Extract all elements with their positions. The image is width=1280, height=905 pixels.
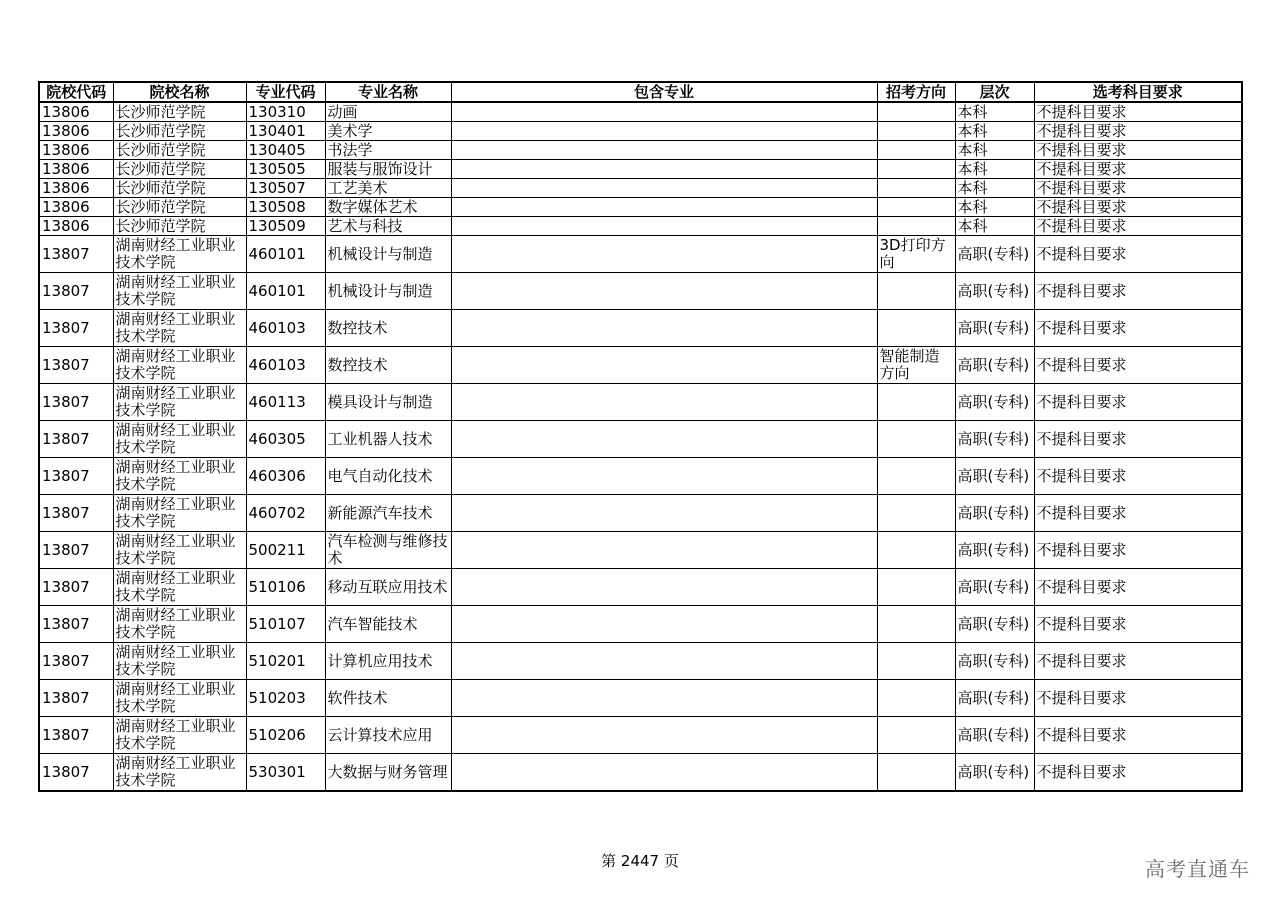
table-row: [39, 384, 1242, 421]
cell-school-code: 13807: [39, 495, 113, 532]
cell-school-name: 湖南财经工业职业技术学院: [113, 569, 246, 606]
cell-school-name: 湖南财经工业职业技术学院: [113, 421, 246, 458]
cell-major-name: 美术学: [325, 122, 451, 141]
cell-level: 本科: [955, 198, 1034, 217]
cell-school-name: 长沙师范学院: [113, 102, 246, 122]
cell-level: 本科: [955, 102, 1034, 122]
cell-included-majors: [451, 273, 877, 310]
cell-included-majors: [451, 160, 877, 179]
cell-subject-requirement: 不提科目要求: [1034, 569, 1242, 606]
cell-admission-direction: [877, 680, 955, 717]
cell-major-name: 数控技术: [325, 347, 451, 384]
cell-admission-direction: [877, 754, 955, 792]
cell-major-code: 510106: [246, 569, 325, 606]
cell-subject-requirement: 不提科目要求: [1034, 198, 1242, 217]
cell-included-majors: [451, 384, 877, 421]
cell-included-majors: [451, 532, 877, 569]
cell-level: 高职(专科): [955, 384, 1034, 421]
cell-included-majors: [451, 102, 877, 122]
cell-school-name: 湖南财经工业职业技术学院: [113, 495, 246, 532]
cell-school-code: 13807: [39, 569, 113, 606]
cell-included-majors: [451, 141, 877, 160]
cell-major-name: 软件技术: [325, 680, 451, 717]
cell-level: 高职(专科): [955, 680, 1034, 717]
cell-admission-direction: [877, 717, 955, 754]
cell-school-code: 13807: [39, 532, 113, 569]
table-row: [39, 217, 1242, 236]
cell-school-name: 湖南财经工业职业技术学院: [113, 273, 246, 310]
cell-major-code: 130405: [246, 141, 325, 160]
cell-included-majors: [451, 310, 877, 347]
cell-school-code: 13807: [39, 717, 113, 754]
cell-subject-requirement: 不提科目要求: [1034, 495, 1242, 532]
cell-school-code: 13806: [39, 198, 113, 217]
cell-subject-requirement: 不提科目要求: [1034, 643, 1242, 680]
cell-major-code: 460101: [246, 236, 325, 273]
cell-subject-requirement: 不提科目要求: [1034, 680, 1242, 717]
cell-level: 高职(专科): [955, 643, 1034, 680]
cell-level: 高职(专科): [955, 495, 1034, 532]
watermark-text: 高考直通车: [1145, 857, 1250, 881]
cell-major-code: 130310: [246, 102, 325, 122]
cell-major-name: 模具设计与制造: [325, 384, 451, 421]
page-number: 第 2447 页: [601, 852, 679, 870]
table-row: [39, 122, 1242, 141]
cell-admission-direction: [877, 532, 955, 569]
cell-school-name: 长沙师范学院: [113, 122, 246, 141]
cell-admission-direction: [877, 421, 955, 458]
table-row: [39, 421, 1242, 458]
cell-admission-direction: 智能制造方向: [877, 347, 955, 384]
cell-admission-direction: [877, 198, 955, 217]
cell-school-name: 长沙师范学院: [113, 179, 246, 198]
cell-school-name: 长沙师范学院: [113, 198, 246, 217]
cell-admission-direction: [877, 606, 955, 643]
cell-school-code: 13807: [39, 680, 113, 717]
table-row: [39, 458, 1242, 495]
table-row: [39, 347, 1242, 384]
cell-level: 高职(专科): [955, 310, 1034, 347]
cell-subject-requirement: 不提科目要求: [1034, 347, 1242, 384]
table-row: [39, 680, 1242, 717]
cell-major-code: 460103: [246, 310, 325, 347]
header-subject-requirement: 选考科目要求: [1034, 82, 1242, 102]
cell-admission-direction: [877, 179, 955, 198]
cell-level: 高职(专科): [955, 347, 1034, 384]
cell-major-code: 530301: [246, 754, 325, 792]
cell-major-name: 机械设计与制造: [325, 236, 451, 273]
cell-major-code: 130509: [246, 217, 325, 236]
cell-school-name: 湖南财经工业职业技术学院: [113, 532, 246, 569]
cell-school-code: 13806: [39, 217, 113, 236]
cell-admission-direction: [877, 310, 955, 347]
cell-school-code: 13807: [39, 273, 113, 310]
table-header-row: [39, 82, 1242, 102]
table-row: [39, 495, 1242, 532]
table-row: [39, 717, 1242, 754]
table-row: [39, 198, 1242, 217]
cell-school-name: 湖南财经工业职业技术学院: [113, 310, 246, 347]
table-row: [39, 141, 1242, 160]
cell-level: 高职(专科): [955, 236, 1034, 273]
cell-level: 本科: [955, 179, 1034, 198]
cell-included-majors: [451, 198, 877, 217]
cell-school-name: 湖南财经工业职业技术学院: [113, 347, 246, 384]
cell-included-majors: [451, 754, 877, 792]
cell-admission-direction: [877, 160, 955, 179]
cell-major-code: 130505: [246, 160, 325, 179]
cell-major-code: 460305: [246, 421, 325, 458]
cell-major-name: 汽车检测与维修技术: [325, 532, 451, 569]
cell-admission-direction: [877, 102, 955, 122]
cell-major-name: 汽车智能技术: [325, 606, 451, 643]
cell-level: 本科: [955, 217, 1034, 236]
cell-school-code: 13807: [39, 643, 113, 680]
cell-admission-direction: [877, 217, 955, 236]
cell-major-name: 服装与服饰设计: [325, 160, 451, 179]
cell-school-code: 13807: [39, 754, 113, 792]
cell-level: 本科: [955, 160, 1034, 179]
cell-school-code: 13807: [39, 421, 113, 458]
cell-included-majors: [451, 236, 877, 273]
cell-major-code: 510203: [246, 680, 325, 717]
cell-included-majors: [451, 643, 877, 680]
cell-major-name: 工业机器人技术: [325, 421, 451, 458]
table-row: [39, 179, 1242, 198]
table-row: [39, 569, 1242, 606]
cell-level: 本科: [955, 122, 1034, 141]
cell-included-majors: [451, 217, 877, 236]
cell-subject-requirement: 不提科目要求: [1034, 102, 1242, 122]
cell-major-code: 500211: [246, 532, 325, 569]
cell-included-majors: [451, 606, 877, 643]
cell-subject-requirement: 不提科目要求: [1034, 160, 1242, 179]
cell-level: 高职(专科): [955, 754, 1034, 792]
header-school-name: 院校名称: [113, 82, 246, 102]
cell-school-code: 13807: [39, 236, 113, 273]
cell-subject-requirement: 不提科目要求: [1034, 458, 1242, 495]
table-row: [39, 310, 1242, 347]
cell-subject-requirement: 不提科目要求: [1034, 217, 1242, 236]
cell-school-name: 湖南财经工业职业技术学院: [113, 384, 246, 421]
cell-level: 高职(专科): [955, 458, 1034, 495]
cell-level: 高职(专科): [955, 606, 1034, 643]
cell-subject-requirement: 不提科目要求: [1034, 384, 1242, 421]
cell-school-name: 湖南财经工业职业技术学院: [113, 754, 246, 792]
cell-level: 高职(专科): [955, 273, 1034, 310]
cell-school-code: 13806: [39, 122, 113, 141]
cell-school-name: 湖南财经工业职业技术学院: [113, 643, 246, 680]
header-major-code: 专业代码: [246, 82, 325, 102]
cell-school-name: 湖南财经工业职业技术学院: [113, 458, 246, 495]
cell-level: 高职(专科): [955, 532, 1034, 569]
table-body: [39, 102, 1242, 791]
cell-major-name: 云计算技术应用: [325, 717, 451, 754]
cell-school-name: 长沙师范学院: [113, 217, 246, 236]
cell-major-name: 工艺美术: [325, 179, 451, 198]
cell-school-name: 湖南财经工业职业技术学院: [113, 606, 246, 643]
cell-major-code: 510107: [246, 606, 325, 643]
cell-included-majors: [451, 717, 877, 754]
cell-included-majors: [451, 495, 877, 532]
header-level: 层次: [955, 82, 1034, 102]
cell-major-name: 艺术与科技: [325, 217, 451, 236]
cell-school-name: 长沙师范学院: [113, 160, 246, 179]
cell-major-name: 书法学: [325, 141, 451, 160]
cell-major-name: 机械设计与制造: [325, 273, 451, 310]
cell-subject-requirement: 不提科目要求: [1034, 179, 1242, 198]
admissions-table-container: [38, 81, 1241, 792]
table-row: [39, 102, 1242, 122]
header-school-code: 院校代码: [39, 82, 113, 102]
cell-major-name: 数字媒体艺术: [325, 198, 451, 217]
cell-school-code: 13807: [39, 458, 113, 495]
cell-included-majors: [451, 458, 877, 495]
cell-admission-direction: 3D打印方向: [877, 236, 955, 273]
table-row: [39, 643, 1242, 680]
cell-included-majors: [451, 179, 877, 198]
cell-major-name: 数控技术: [325, 310, 451, 347]
cell-admission-direction: [877, 569, 955, 606]
cell-school-name: 湖南财经工业职业技术学院: [113, 680, 246, 717]
cell-major-code: 460702: [246, 495, 325, 532]
cell-subject-requirement: 不提科目要求: [1034, 532, 1242, 569]
cell-major-code: 460103: [246, 347, 325, 384]
table-row: [39, 236, 1242, 273]
cell-included-majors: [451, 122, 877, 141]
cell-major-name: 新能源汽车技术: [325, 495, 451, 532]
cell-subject-requirement: 不提科目要求: [1034, 606, 1242, 643]
cell-subject-requirement: 不提科目要求: [1034, 273, 1242, 310]
cell-admission-direction: [877, 458, 955, 495]
header-included-majors: 包含专业: [451, 82, 877, 102]
admissions-table: [38, 81, 1243, 792]
header-admission-direction: 招考方向: [877, 82, 955, 102]
cell-school-code: 13806: [39, 179, 113, 198]
cell-school-code: 13806: [39, 141, 113, 160]
header-major-name: 专业名称: [325, 82, 451, 102]
cell-subject-requirement: 不提科目要求: [1034, 421, 1242, 458]
cell-included-majors: [451, 347, 877, 384]
cell-school-code: 13807: [39, 347, 113, 384]
cell-major-name: 电气自动化技术: [325, 458, 451, 495]
cell-admission-direction: [877, 141, 955, 160]
cell-subject-requirement: 不提科目要求: [1034, 122, 1242, 141]
cell-subject-requirement: 不提科目要求: [1034, 717, 1242, 754]
cell-major-code: 130507: [246, 179, 325, 198]
cell-admission-direction: [877, 273, 955, 310]
cell-school-code: 13807: [39, 384, 113, 421]
table-row: [39, 754, 1242, 792]
cell-major-code: 460306: [246, 458, 325, 495]
table-row: [39, 532, 1242, 569]
cell-school-name: 长沙师范学院: [113, 141, 246, 160]
cell-major-code: 130401: [246, 122, 325, 141]
cell-major-code: 460113: [246, 384, 325, 421]
cell-major-name: 动画: [325, 102, 451, 122]
cell-school-code: 13807: [39, 606, 113, 643]
cell-admission-direction: [877, 495, 955, 532]
cell-admission-direction: [877, 643, 955, 680]
cell-included-majors: [451, 421, 877, 458]
cell-school-code: 13806: [39, 102, 113, 122]
table-row: [39, 160, 1242, 179]
cell-major-name: 移动互联应用技术: [325, 569, 451, 606]
cell-school-name: 湖南财经工业职业技术学院: [113, 236, 246, 273]
cell-included-majors: [451, 680, 877, 717]
cell-major-code: 510206: [246, 717, 325, 754]
cell-level: 高职(专科): [955, 717, 1034, 754]
cell-subject-requirement: 不提科目要求: [1034, 236, 1242, 273]
cell-major-name: 计算机应用技术: [325, 643, 451, 680]
cell-admission-direction: [877, 122, 955, 141]
cell-major-code: 130508: [246, 198, 325, 217]
cell-level: 本科: [955, 141, 1034, 160]
cell-major-code: 460101: [246, 273, 325, 310]
cell-subject-requirement: 不提科目要求: [1034, 141, 1242, 160]
table-row: [39, 273, 1242, 310]
cell-level: 高职(专科): [955, 421, 1034, 458]
cell-included-majors: [451, 569, 877, 606]
cell-school-code: 13806: [39, 160, 113, 179]
cell-admission-direction: [877, 384, 955, 421]
cell-school-name: 湖南财经工业职业技术学院: [113, 717, 246, 754]
table-row: [39, 606, 1242, 643]
cell-subject-requirement: 不提科目要求: [1034, 754, 1242, 792]
cell-major-name: 大数据与财务管理: [325, 754, 451, 792]
cell-level: 高职(专科): [955, 569, 1034, 606]
cell-subject-requirement: 不提科目要求: [1034, 310, 1242, 347]
cell-major-code: 510201: [246, 643, 325, 680]
cell-school-code: 13807: [39, 310, 113, 347]
